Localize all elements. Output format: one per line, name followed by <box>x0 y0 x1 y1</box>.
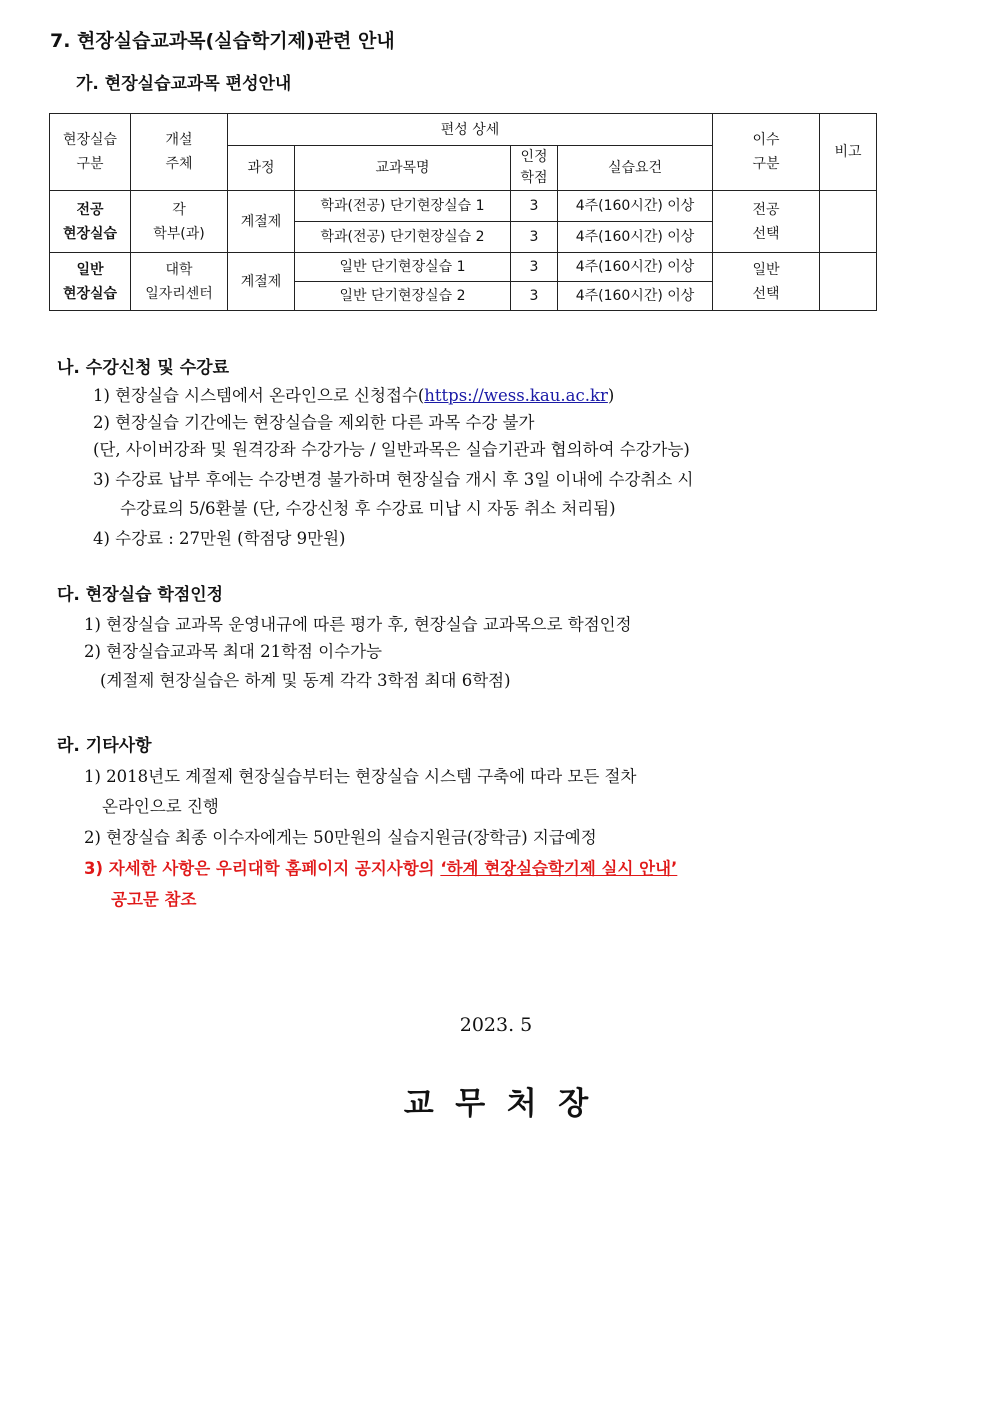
cell-note <box>820 253 877 311</box>
notice-title: ‘하계 현장실습학기제 실시 안내’ <box>440 859 678 878</box>
da-line-2: 2) 현장실습교과목 최대 21학점 이수가능 <box>84 642 382 661</box>
cell-course: 계절제 <box>228 253 295 311</box>
section-na-title: 나. 수강신청 및 수강료 <box>57 358 230 378</box>
cell-type: 일반 선택 <box>713 253 820 311</box>
da-line-1: 1) 현장실습 교과목 운영내규에 따른 평가 후, 현장실습 교과목으로 학점인정 <box>84 615 632 634</box>
cell-credit: 3 <box>511 253 558 282</box>
cell-org: 각 학부(과) <box>131 191 228 253</box>
da-line-2b: (계절제 현장실습은 하계 및 동계 각각 3학점 최대 6학점) <box>100 671 511 690</box>
na-line-2: 2) 현장실습 기간에는 현장실습을 제외한 다른 과목 수강 불가 <box>93 413 535 432</box>
ra-line-1b: 온라인으로 진행 <box>102 797 219 816</box>
ra-line-3-text: 3) 자세한 사항은 우리대학 홈페이지 공지사항의 <box>84 859 441 878</box>
cell-note <box>820 191 877 253</box>
cell-org: 대학 일자리센터 <box>131 253 228 311</box>
signature: 교 무 처 장 <box>403 1086 589 1122</box>
cell-course: 계절제 <box>228 191 295 253</box>
cell-subject: 학과(전공) 단기현장실습 1 <box>295 191 511 222</box>
na-line-3b: 수강료의 5/6환불 (단, 수강신청 후 수강료 미납 시 자동 취소 처리됨) <box>120 499 616 518</box>
na-line-2b: (단, 사이버강좌 및 원격강좌 수강가능 / 일반과목은 실습기관과 협의하여 수강가능) <box>93 440 690 459</box>
ra-line-3b: 공고문 참조 <box>111 890 197 909</box>
cell-category: 일반 현장실습 <box>50 253 131 311</box>
na-line-1-close: ) <box>607 386 615 405</box>
ra-line-1: 1) 2018년도 계절제 현장실습부터는 현장실습 시스템 구축에 따라 모든 절차 <box>84 767 637 786</box>
cell-requirement: 4주(160시간) 이상 <box>558 253 713 282</box>
curriculum-table <box>49 113 877 311</box>
cell-subject: 학과(전공) 단기현장실습 2 <box>295 222 511 253</box>
header-credit: 인정 학점 <box>511 146 558 191</box>
cell-credit: 3 <box>511 191 558 222</box>
cell-subject: 일반 단기현장실습 1 <box>295 253 511 282</box>
header-category: 현장실습 구분 <box>50 114 131 191</box>
section-da-title: 다. 현장실습 학점인정 <box>57 585 224 605</box>
header-course: 과정 <box>228 146 295 191</box>
header-note: 비고 <box>820 114 877 191</box>
na-line-1-text: 1) 현장실습 시스템에서 온라인으로 신청접수( <box>93 386 425 405</box>
header-org: 개설 주체 <box>131 114 228 191</box>
cell-type: 전공 선택 <box>713 191 820 253</box>
na-line-3: 3) 수강료 납부 후에는 수강변경 불가하며 현장실습 개시 후 3일 이내에 수강취소 시 <box>93 470 694 489</box>
cell-requirement: 4주(160시간) 이상 <box>558 191 713 222</box>
header-type: 이수 구분 <box>713 114 820 191</box>
cell-credit: 3 <box>511 282 558 311</box>
cell-requirement: 4주(160시간) 이상 <box>558 282 713 311</box>
na-line-1 <box>93 382 614 406</box>
section-ra-title: 라. 기타사항 <box>57 736 152 756</box>
ra-line-2: 2) 현장실습 최종 이수자에게는 50만원의 실습지원금(장학금) 지급예정 <box>84 828 597 847</box>
cell-subject: 일반 단기현장실습 2 <box>295 282 511 311</box>
na-line-4: 4) 수강료 : 27만원 (학점당 9만원) <box>93 529 346 548</box>
section-ga-title: 가. 현장실습교과목 편성안내 <box>76 74 292 94</box>
ra-line-3 <box>84 855 677 879</box>
document-heading: 7. 현장실습교과목(실습학기제)관련 안내 <box>50 30 395 52</box>
header-subject: 교과목명 <box>295 146 511 191</box>
document-date: 2023. 5 <box>459 1014 533 1036</box>
cell-credit: 3 <box>511 222 558 253</box>
header-requirement: 실습요건 <box>558 146 713 191</box>
header-detail: 편성 상세 <box>228 114 713 146</box>
cell-category: 전공 현장실습 <box>50 191 131 253</box>
cell-requirement: 4주(160시간) 이상 <box>558 222 713 253</box>
wess-link[interactable]: https://wess.kau.ac.kr <box>424 386 608 405</box>
